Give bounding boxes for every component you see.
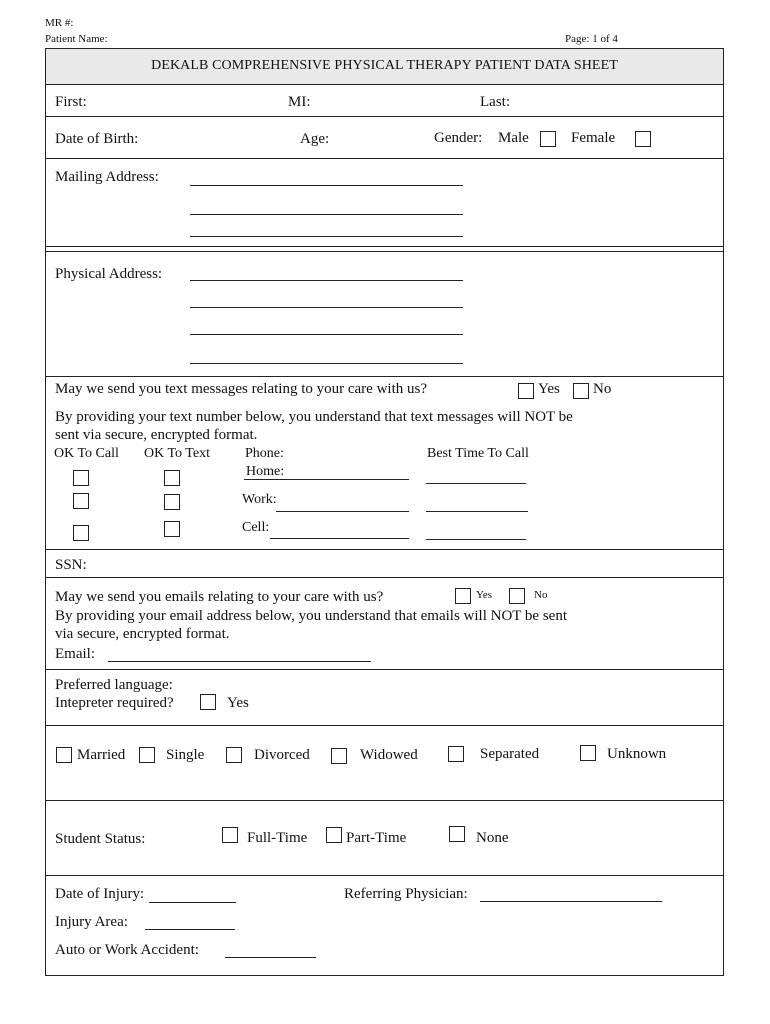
interpreter-label: Intepreter required? [55, 695, 174, 711]
cell-phone-label: Cell: [242, 520, 270, 535]
gender-male-checkbox[interactable] [540, 131, 556, 147]
first-name-label: First: [55, 94, 87, 110]
text-yes-checkbox[interactable] [518, 383, 534, 399]
email-yes-label: Yes [476, 589, 493, 601]
single-checkbox[interactable] [139, 747, 155, 763]
page-number: Page: 1 of 4 [565, 33, 618, 45]
work-ok-to-call-checkbox[interactable] [73, 493, 89, 509]
text-no-checkbox[interactable] [573, 383, 589, 399]
email-disclaimer-line-2: via secure, encrypted format. [55, 626, 230, 642]
mr-label: MR #: [45, 17, 74, 29]
date-of-injury-label: Date of Injury: [55, 886, 145, 902]
physical-address-line-4[interactable] [190, 363, 463, 364]
separated-label: Separated [480, 746, 540, 762]
date-of-injury-line[interactable] [149, 902, 236, 903]
work-phone-line[interactable] [276, 511, 409, 512]
cell-ok-to-text-checkbox[interactable] [164, 521, 180, 537]
email-no-checkbox[interactable] [509, 588, 525, 604]
divider [45, 875, 724, 876]
full-time-checkbox[interactable] [222, 827, 238, 843]
mailing-address-line-3[interactable] [190, 236, 463, 237]
gender-male-label: Male [498, 130, 529, 146]
gender-label: Gender: [434, 130, 483, 146]
text-disclaimer-line-2: sent via secure, encrypted format. [55, 427, 258, 443]
mailing-address-label: Mailing Address: [55, 169, 159, 185]
ok-to-call-header: OK To Call [54, 446, 119, 461]
accident-label: Auto or Work Accident: [55, 942, 199, 958]
text-yes-label: Yes [538, 381, 560, 397]
part-time-label: Part-Time [346, 830, 407, 846]
divorced-label: Divorced [254, 747, 310, 763]
separated-checkbox[interactable] [448, 746, 464, 762]
widowed-label: Widowed [360, 747, 418, 763]
physical-address-line-2[interactable] [190, 307, 463, 308]
emails-question: May we send you emails relating to your care with us? [55, 589, 384, 605]
divider [45, 669, 724, 670]
part-time-checkbox[interactable] [326, 827, 342, 843]
unknown-label: Unknown [607, 746, 667, 762]
married-checkbox[interactable] [56, 747, 72, 763]
mailing-address-line-1[interactable] [190, 185, 463, 186]
email-no-label: No [534, 589, 548, 601]
referring-physician-label: Referring Physician: [344, 886, 468, 902]
middle-initial-label: MI: [288, 94, 311, 110]
physical-address-line-3[interactable] [190, 334, 463, 335]
home-ok-to-call-checkbox[interactable] [73, 470, 89, 486]
cell-ok-to-call-checkbox[interactable] [73, 525, 89, 541]
best-time-header: Best Time To Call [427, 446, 529, 461]
email-line[interactable] [108, 661, 371, 662]
injury-area-label: Injury Area: [55, 914, 128, 930]
none-checkbox[interactable] [449, 826, 465, 842]
cell-best-time-line[interactable] [426, 539, 526, 540]
last-name-label: Last: [480, 94, 510, 110]
accident-line[interactable] [225, 957, 316, 958]
divider [45, 84, 724, 85]
gender-female-checkbox[interactable] [635, 131, 651, 147]
email-yes-checkbox[interactable] [455, 588, 471, 604]
divider [45, 549, 724, 550]
email-disclaimer-line-1: By providing your email address below, you understand that emails will NOT be sent [55, 608, 567, 624]
full-time-label: Full-Time [247, 830, 308, 846]
work-best-time-line[interactable] [426, 511, 528, 512]
work-ok-to-text-checkbox[interactable] [164, 494, 180, 510]
gender-female-label: Female [571, 130, 616, 146]
none-label: None [476, 830, 509, 846]
ok-to-text-header: OK To Text [144, 446, 210, 461]
ssn-label: SSN: [55, 557, 87, 573]
mailing-address-line-2[interactable] [190, 214, 463, 215]
single-label: Single [166, 747, 205, 763]
form-title: DEKALB COMPREHENSIVE PHYSICAL THERAPY PATIENT DATA SHEET [151, 58, 618, 73]
divider [45, 800, 724, 801]
email-label: Email: [55, 646, 95, 662]
married-label: Married [77, 747, 126, 763]
home-phone-line[interactable] [244, 479, 409, 480]
patient-name-label: Patient Name: [45, 33, 108, 45]
divorced-checkbox[interactable] [226, 747, 242, 763]
divider [45, 246, 724, 247]
interpreter-yes-checkbox[interactable] [200, 694, 216, 710]
unknown-checkbox[interactable] [580, 745, 596, 761]
preferred-language-label: Preferred language: [55, 677, 173, 693]
physical-address-line-1[interactable] [190, 280, 463, 281]
home-best-time-line[interactable] [426, 483, 526, 484]
interpreter-yes-label: Yes [227, 695, 249, 711]
divider [45, 158, 724, 159]
divider [45, 376, 724, 377]
text-no-label: No [593, 381, 612, 397]
widowed-checkbox[interactable] [331, 748, 347, 764]
student-status-label: Student Status: [55, 831, 146, 847]
text-messages-question: May we send you text messages relating to your care with us? [55, 381, 427, 397]
physical-address-label: Physical Address: [55, 266, 163, 282]
divider [45, 725, 724, 726]
text-disclaimer-line-1: By providing your text number below, you understand that text messages will NOT be [55, 409, 573, 425]
work-phone-label: Work: [242, 492, 277, 507]
divider [45, 577, 724, 578]
injury-area-line[interactable] [145, 929, 235, 930]
cell-phone-line[interactable] [270, 538, 409, 539]
age-label: Age: [300, 131, 330, 147]
phone-header: Phone: [245, 446, 284, 461]
dob-label: Date of Birth: [55, 131, 139, 147]
divider [45, 116, 724, 117]
home-ok-to-text-checkbox[interactable] [164, 470, 180, 486]
referring-physician-line[interactable] [480, 901, 662, 902]
home-phone-label: Home: [246, 464, 285, 479]
divider [45, 251, 724, 252]
